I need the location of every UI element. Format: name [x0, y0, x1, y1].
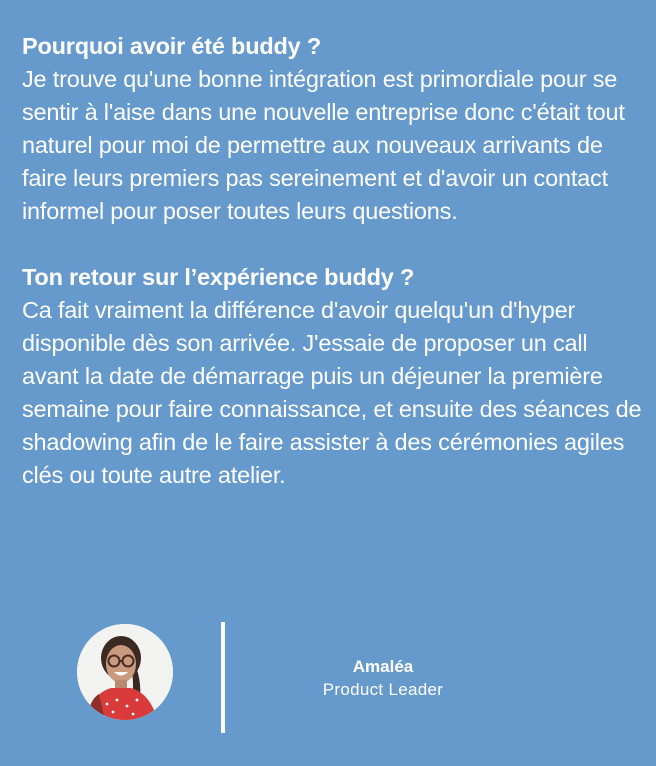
question-heading: Pourquoi avoir été buddy ?: [22, 33, 322, 59]
avatar: [77, 624, 173, 720]
person-name: Amaléa: [352, 657, 414, 676]
person-role: Product Leader: [322, 680, 444, 699]
question-heading: Ton retour sur l’expérience buddy ?: [22, 264, 415, 290]
portrait-icon: [77, 624, 173, 720]
testimonial-text: [22, 30, 642, 525]
answer-text: Ca fait vraiment la différence d'avoir quelqu'un d'hyper disponible dès son arrivée. J'essaie de proposer un call avant la date de démarrage puis un déjeuner la première semaine pour faire connaissance, et ensuite des séances de shadowing afin de le faire assister à des cérémonies agiles clés ou toute autre atelier.: [22, 297, 642, 488]
section-feedback: [22, 261, 642, 492]
answer-text: Je trouve qu'une bonne intégration est primordiale pour se sentir à l'aise dans une nouvelle entreprise donc c'était tout naturel pour moi de permettre aux nouveaux arrivants de faire leurs premiers pas sereinement et d'avoir un contact informel pour poser toutes leurs questions.: [22, 66, 625, 224]
section-why-buddy: [22, 30, 642, 228]
person-info: [283, 656, 483, 702]
vertical-divider: [221, 622, 225, 733]
